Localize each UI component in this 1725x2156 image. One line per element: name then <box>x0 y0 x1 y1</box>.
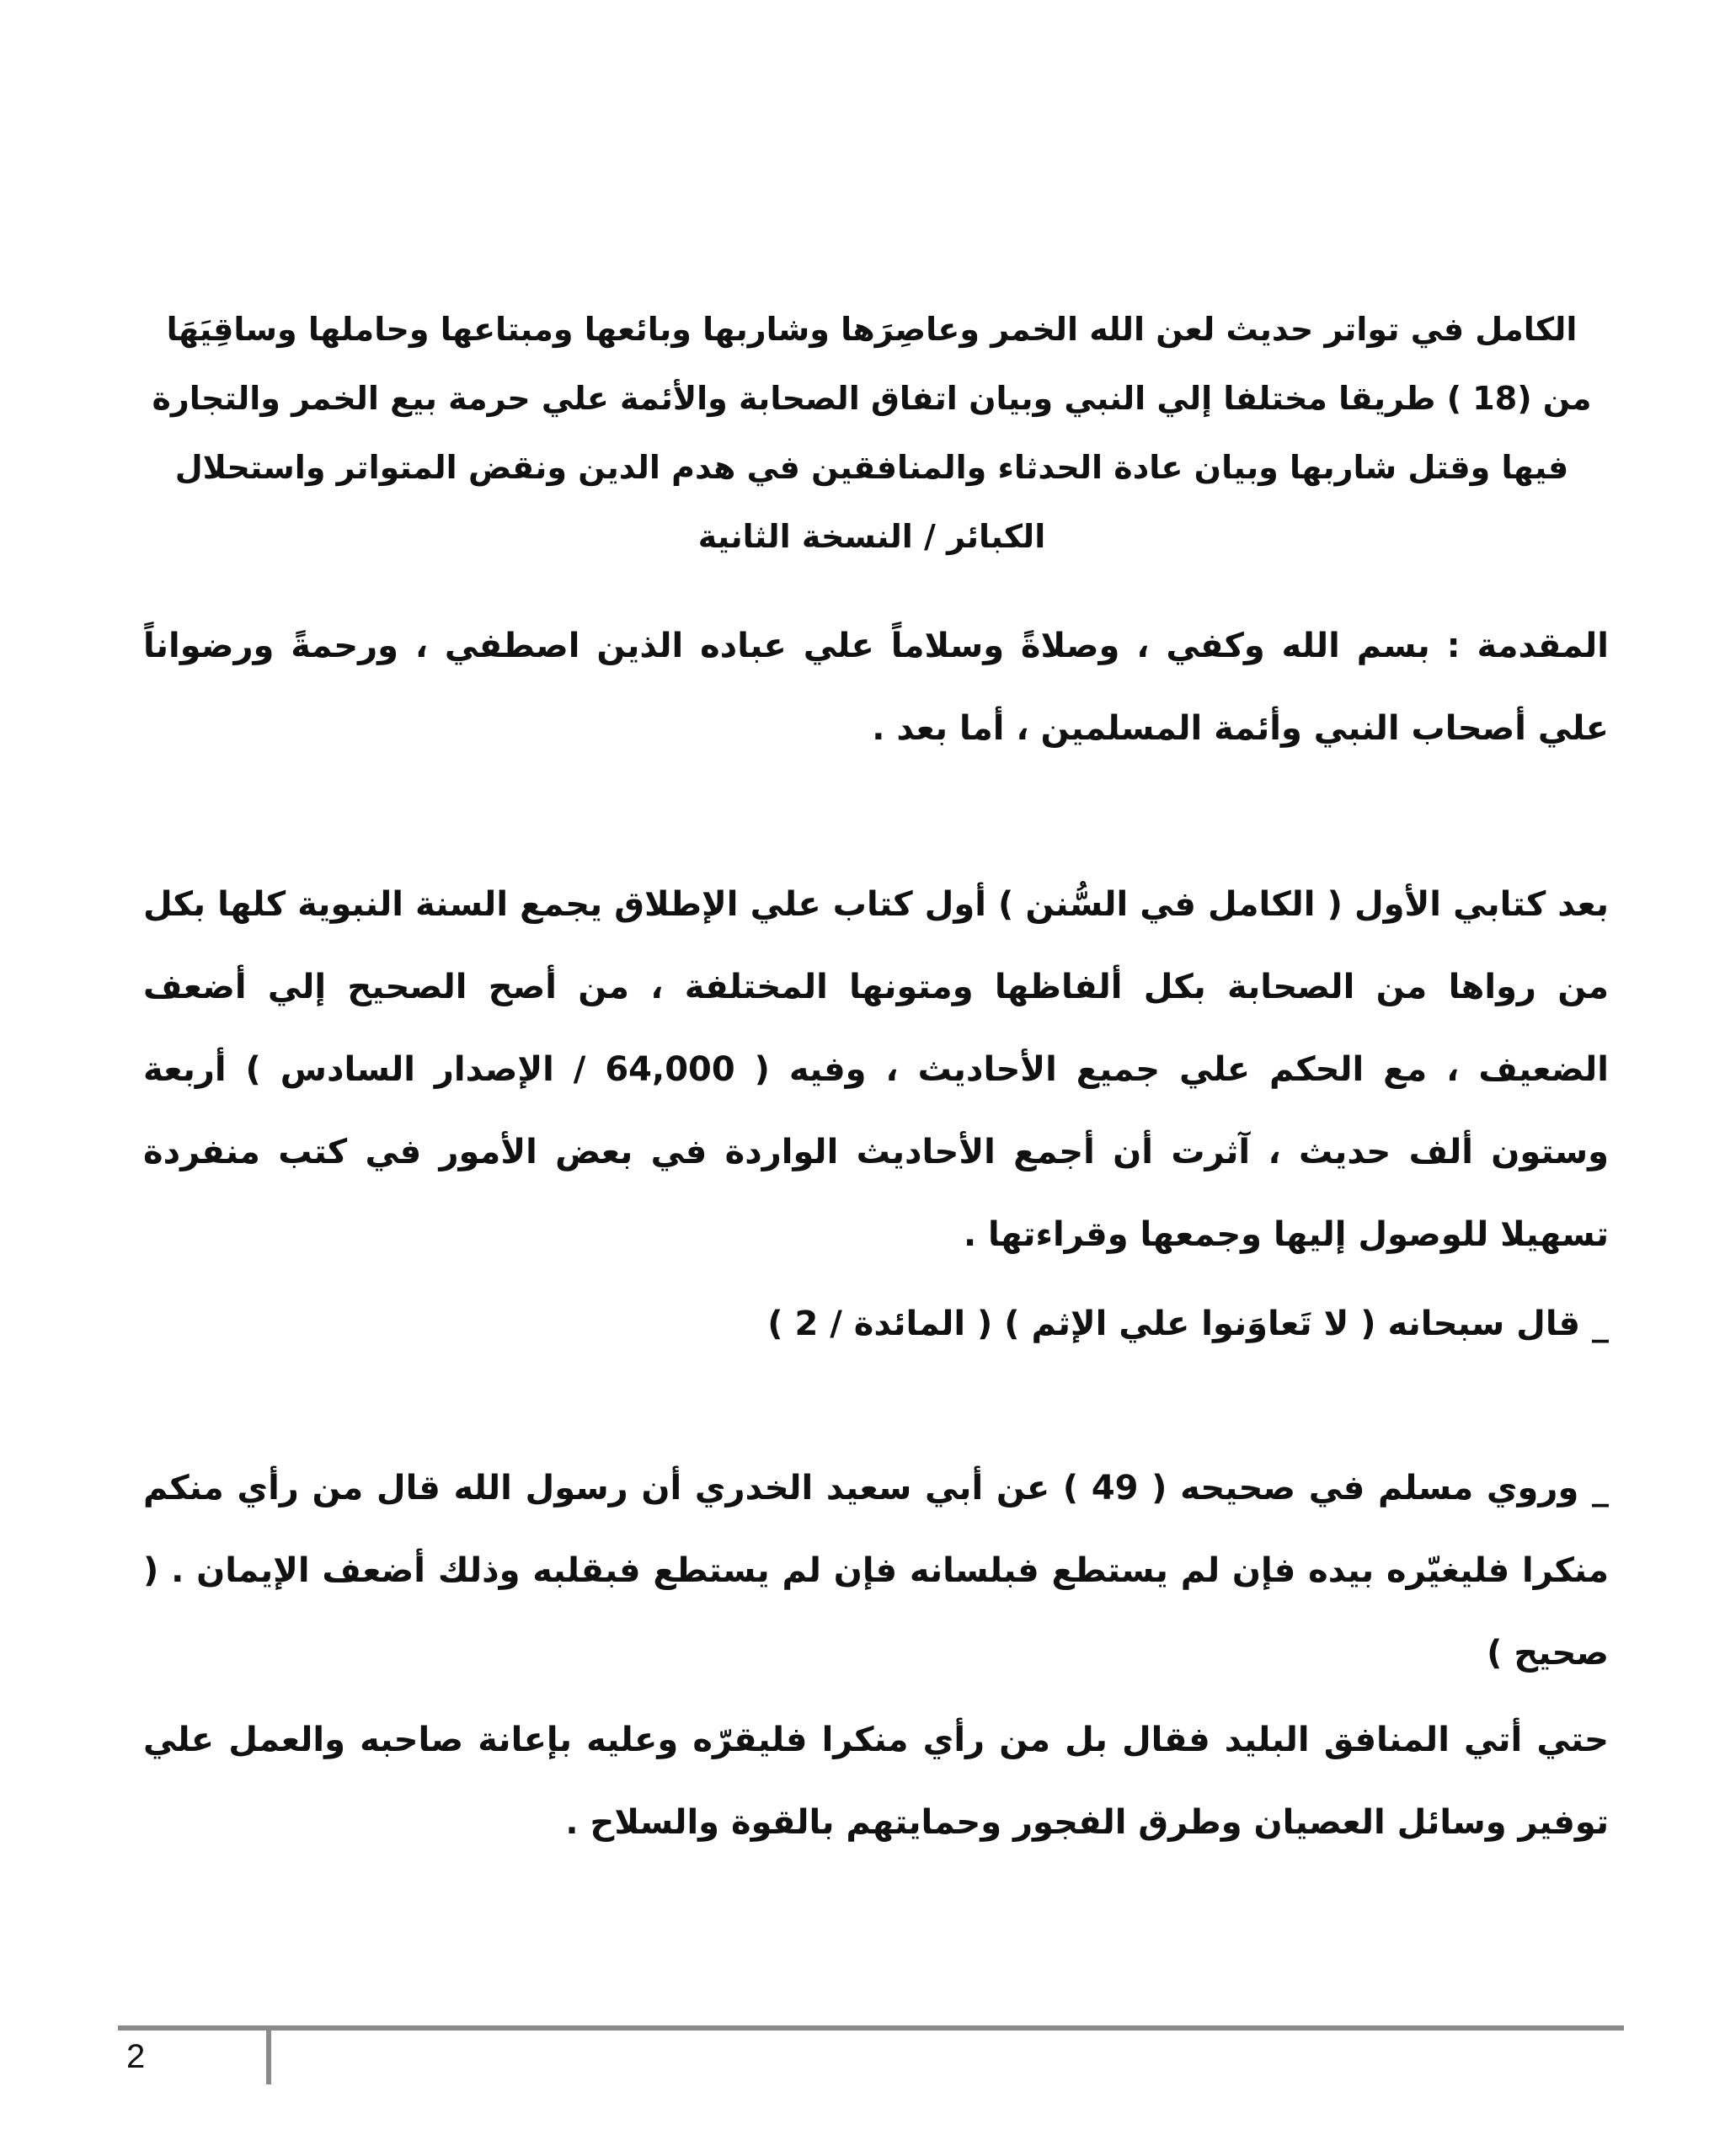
hypocrite-paragraph: حتي أتي المنافق البليد فقال بل من رأي منكرا فليقرّه وعليه بإعانة صاحبه والعمل علي توفير وسائل العصيان وطرق الفجور وحمايتهم بالقوة والسلاح . <box>143 1721 1609 1842</box>
introduction-paragraph: المقدمة : بسم الله وكفي ، وصلاةً وسلاماً علي عباده الذين اصطفي ، ورحمةً ورضواناً علي أصحاب النبي وأئمة المسلمين ، أما بعد . <box>143 627 1609 748</box>
hadith-quote-paragraph: _ وروي مسلم في صحيحه ( 49 ) عن أبي سعيد الخدري أن رسول الله قال من رأي منكم منكرا فليغيّره بيده فإن لم يستطع فبلسانه فإن لم يستطع فبقلبه وذلك أضعف الإيمان . ( صحيح ) <box>143 1469 1609 1673</box>
footer-separator <box>266 2025 271 2084</box>
quran-quote-paragraph: _ قال سبحانه ( لا تَعاوَنوا علي الإثم ) ( المائدة / 2 ) <box>767 1305 1609 1343</box>
footer-rule <box>118 2025 1624 2031</box>
book-description-paragraph: بعد كتابي الأول ( الكامل في السُّنن ) أول كتاب علي الإطلاق يجمع السنة النبوية كلها بكل من رواها من الصحابة بكل ألفاظها ومتونها المختلفة ، من أصح الصحيح إلي أضعف الضعيف ، مع الحكم علي جميع الأحاديث ، وفيه ( 64,000 / الإصدار السادس ) أربعة وستون ألف حديث ، آثرت أن أجمع الأحاديث الواردة في بعض الأمور في كتب منفردة تسهيلا للوصول إليها وجمعها وقراءتها . <box>143 885 1610 1254</box>
page-number: 2 <box>126 2038 146 2075</box>
document-title: الكامل في تواتر حديث لعن الله الخمر وعاصِرَها وشاربها وبائعها ومبتاعها وحاملها وساقِيَهَا من (18 ) طريقا مختلفا إلي النبي وبيان اتفاق الصحابة والأئمة علي حرمة بيع الخمر والتجارة فيها وقتل شاربها وبيان عادة الحدثاء والمنافقين في هدم الدين ونقض المتواتر واستحلال الكبائر / النسخة الثانية <box>152 311 1592 555</box>
